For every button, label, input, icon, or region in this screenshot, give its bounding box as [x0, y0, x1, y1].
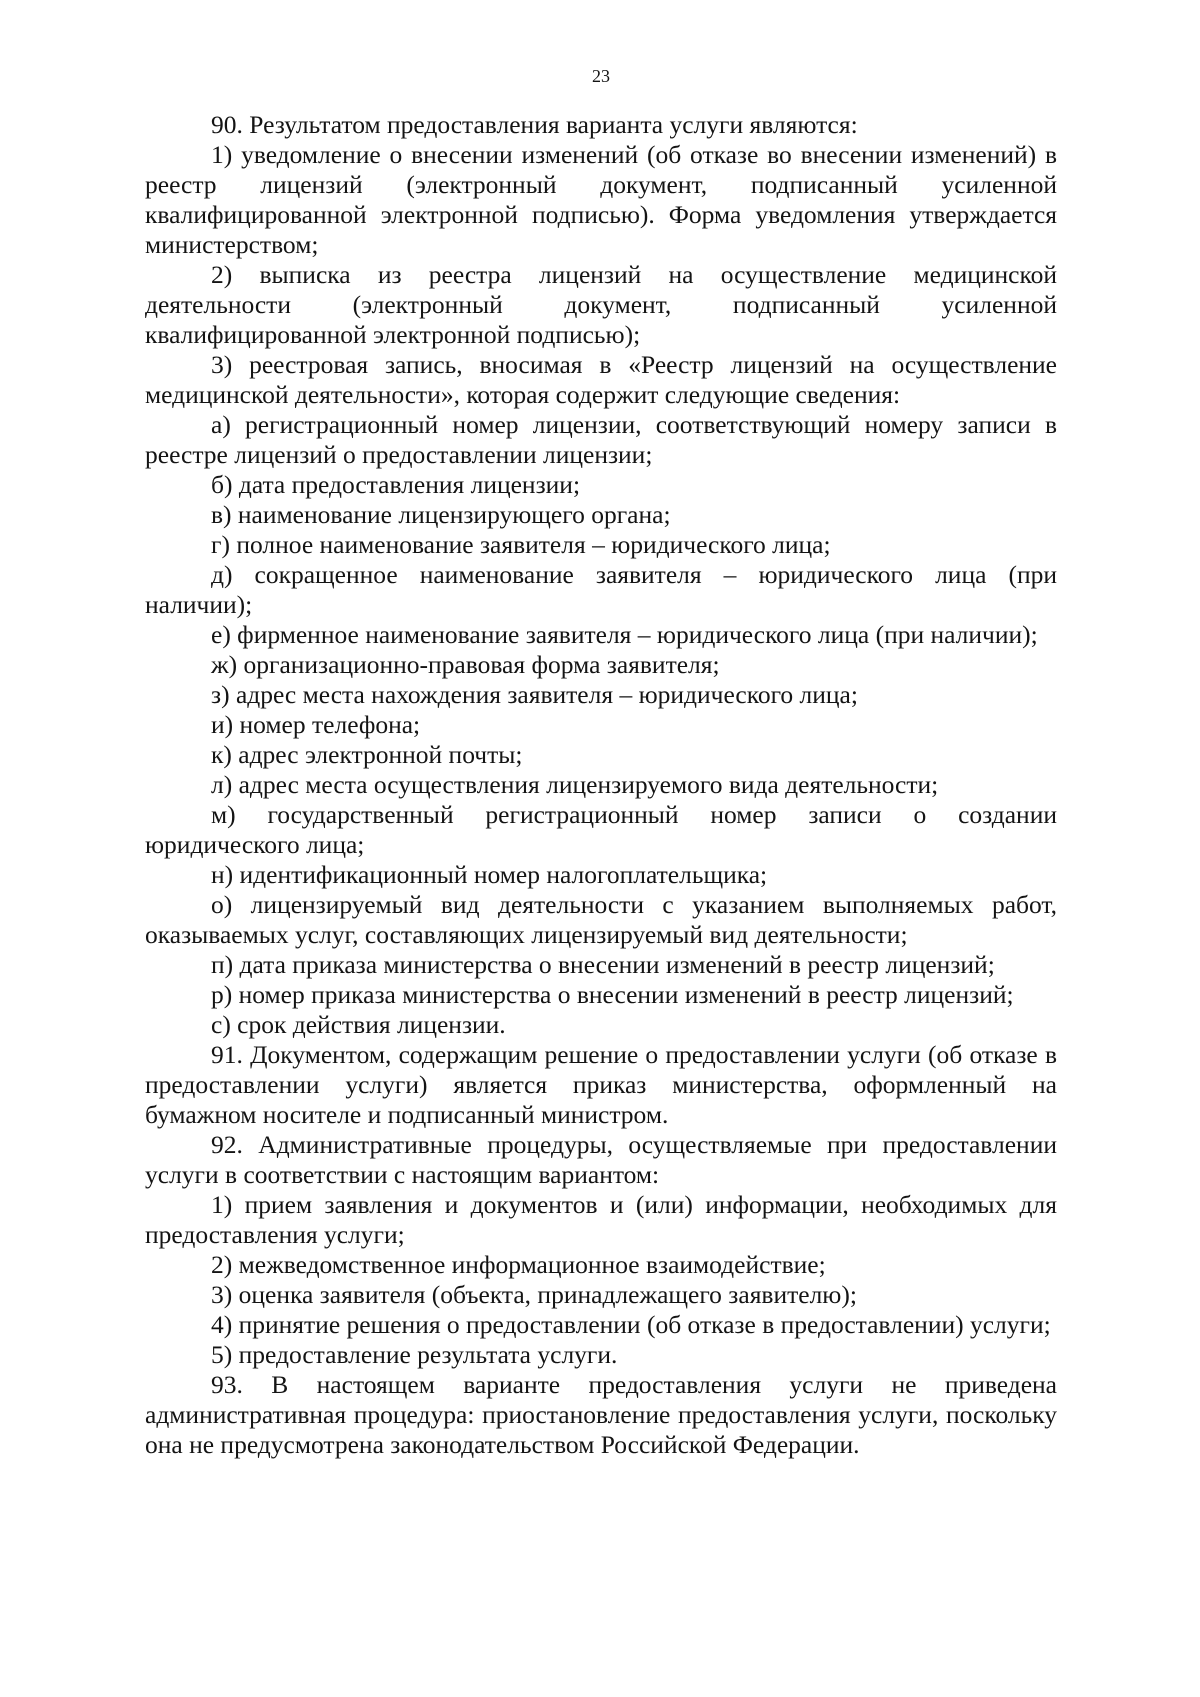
paragraph: 1) уведомление о внесении изменений (об отказе во внесении изменений) в реестр лицензий (электронный документ, подписанный усиленной квалифицированной электронной подписью). Форма уведомления утверждается министерством; [145, 140, 1057, 259]
paragraph: п) дата приказа министерства о внесении изменений в реестр лицензий; [211, 950, 995, 979]
paragraph: 5) предоставление результата услуги. [211, 1340, 618, 1369]
paragraph: 4) принятие решения о предоставлении (об отказе в предоставлении) услуги; [211, 1310, 1051, 1339]
paragraph: 92. Административные процедуры, осуществляемые при предоставлении услуги в соответствии с настоящим вариантом: [145, 1130, 1057, 1189]
document-page [145, 66, 1057, 1460]
page-number: 23 [592, 66, 610, 86]
paragraph: м) государственный регистрационный номер записи о создании юридического лица; [145, 800, 1057, 859]
paragraph: 3) оценка заявителя (объекта, принадлежащего заявителю); [211, 1280, 857, 1309]
paragraph: к) адрес электронной почты; [211, 740, 523, 769]
paragraph: ж) организационно-правовая форма заявителя; [211, 650, 720, 679]
paragraph: 3) реестровая запись, вносимая в «Реестр лицензий на осуществление медицинской деятельности», которая содержит следующие сведения: [145, 350, 1057, 409]
paragraph: и) номер телефона; [211, 710, 421, 739]
paragraph: г) полное наименование заявителя – юридического лица; [211, 530, 831, 559]
paragraph: в) наименование лицензирующего органа; [211, 500, 671, 529]
paragraph: 2) выписка из реестра лицензий на осуществление медицинской деятельности (электронный документ, подписанный усиленной квалифицированной электронной подписью); [145, 260, 1057, 349]
paragraph: б) дата предоставления лицензии; [211, 470, 581, 499]
paragraph: н) идентификационный номер налогоплательщика; [211, 860, 768, 889]
paragraph: д) сокращенное наименование заявителя – юридического лица (при наличии); [145, 560, 1057, 619]
paragraph: о) лицензируемый вид деятельности с указанием выполняемых работ, оказываемых услуг, составляющих лицензируемый вид деятельности; [145, 890, 1057, 949]
paragraph: е) фирменное наименование заявителя – юридического лица (при наличии); [211, 620, 1038, 649]
paragraph: л) адрес места осуществления лицензируемого вида деятельности; [211, 770, 939, 799]
paragraph: с) срок действия лицензии. [211, 1010, 506, 1039]
paragraph: 93. В настоящем варианте предоставления услуги не приведена административная процедура: приостановление предоставления услуги, поскольку она не предусмотрена законодательством Российской Федерации. [145, 1370, 1057, 1459]
document-body [145, 110, 1057, 1460]
paragraph: 91. Документом, содержащим решение о предоставлении услуги (об отказе в предоставлении услуги) является приказ министерства, оформленный на бумажном носителе и подписанный министром. [145, 1040, 1057, 1129]
paragraph: а) регистрационный номер лицензии, соответствующий номеру записи в реестре лицензий о предоставлении лицензии; [145, 410, 1057, 469]
paragraph: 2) межведомственное информационное взаимодействие; [211, 1250, 826, 1279]
paragraph: р) номер приказа министерства о внесении изменений в реестр лицензий; [211, 980, 1014, 1009]
paragraph: 90. Результатом предоставления варианта услуги являются: [211, 110, 858, 139]
paragraph: 1) прием заявления и документов и (или) информации, необходимых для предоставления услуги; [145, 1190, 1057, 1249]
paragraph: з) адрес места нахождения заявителя – юридического лица; [211, 680, 858, 709]
